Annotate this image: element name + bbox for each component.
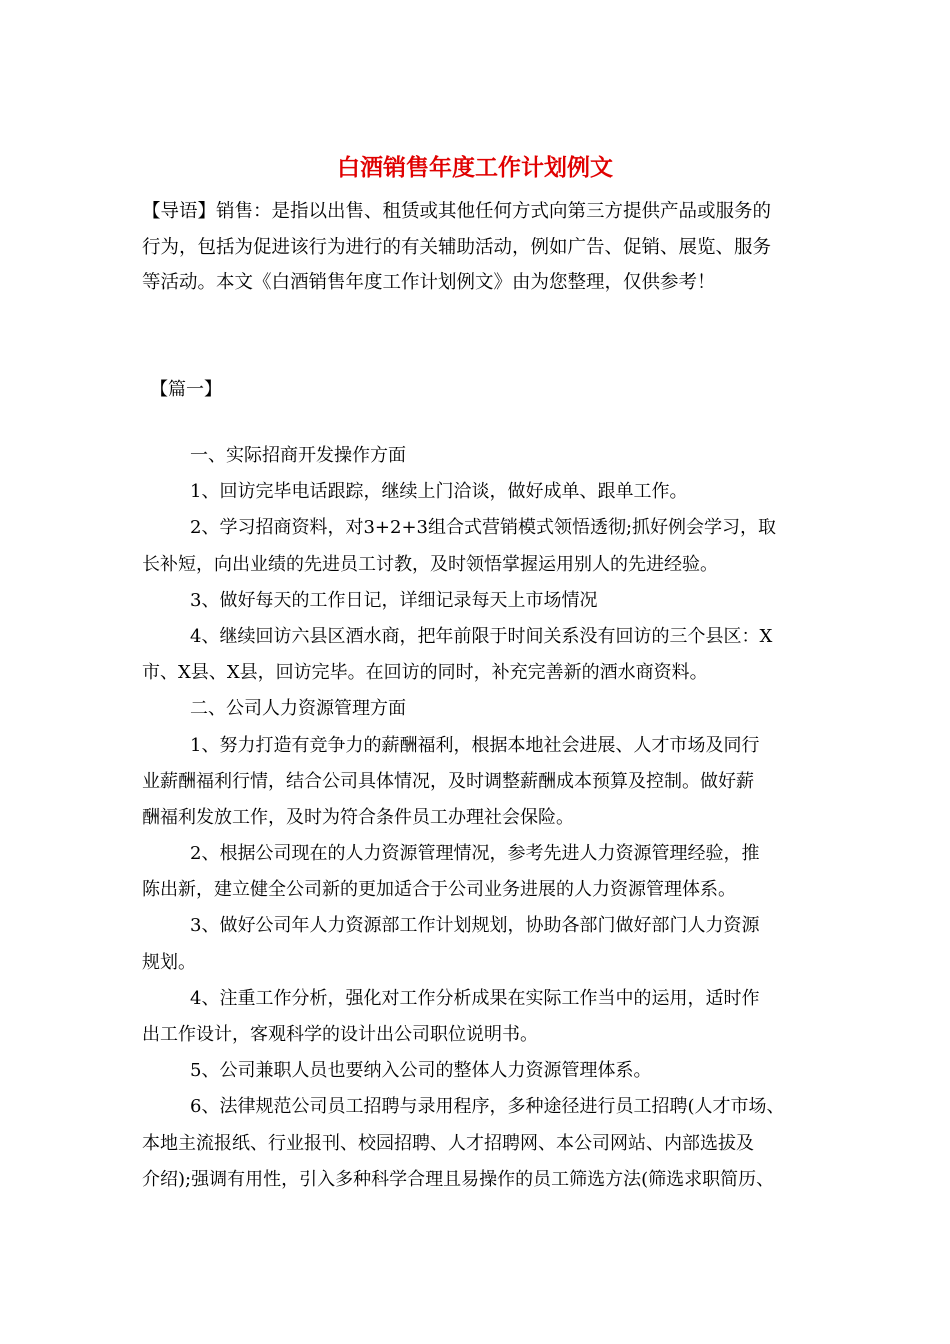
intro-paragraph xyxy=(142,194,822,301)
intro-line: 行为，包括为促进该行为进行的有关辅助活动，例如广告、促销、展览、服务 xyxy=(142,236,772,258)
heading-line: 一、实际招商开发操作方面 xyxy=(190,445,406,466)
section-label: 【篇一】 xyxy=(150,379,222,400)
paragraph-line: 1、努力打造有竞争力的薪酬福利，根据本地社会进展、人才市场及同行 xyxy=(190,734,760,756)
paragraph-line: 本地主流报纸、行业报刊、校园招聘、人才招聘网、本公司网站、内部选拔及 xyxy=(142,1132,754,1154)
paragraph-line: 3、做好公司年人力资源部工作计划规划，协助各部门做好部门人力资源 xyxy=(190,915,760,937)
paragraph-line: 4、注重工作分析，强化对工作分析成果在实际工作当中的运用，适时作 xyxy=(190,987,760,1009)
paragraph-line: 6、法律规范公司员工招聘与录用程序，多种途径进行员工招聘(人才市场、 xyxy=(190,1096,785,1118)
paragraph-line: 陈出新，建立健全公司新的更加适合于公司业务进展的人力资源管理体系。 xyxy=(142,879,736,901)
paragraph-line: 介绍);强调有用性，引入多种科学合理且易操作的员工筛选方法(筛选求职简历、 xyxy=(142,1168,775,1190)
paragraph-line: 业薪酬福利行情，结合公司具体情况，及时调整薪酬成本预算及控制。做好薪 xyxy=(142,770,754,792)
body-text xyxy=(142,438,832,1198)
paragraph-line: 4、继续回访六县区酒水商，把年前限于时间关系没有回访的三个县区：X xyxy=(190,625,773,647)
heading-line: 二、公司人力资源管理方面 xyxy=(190,698,406,720)
paragraph-line: 酬福利发放工作，及时为符合条件员工办理社会保险。 xyxy=(142,806,574,828)
paragraph-line: 2、根据公司现在的人力资源管理情况，参考先进人力资源管理经验，推 xyxy=(190,843,760,865)
paragraph-line: 规划。 xyxy=(142,951,196,973)
paragraph-line: 市、X县、X县，回访完毕。在回访的同时，补充完善新的酒水商资料。 xyxy=(142,662,708,684)
paragraph-line: 3、做好每天的工作日记，详细记录每天上市场情况 xyxy=(190,589,598,611)
paragraph-line: 长补短，向出业绩的先进员工讨教，及时领悟掌握运用别人的先进经验。 xyxy=(142,553,718,575)
intro-line: 【导语】销售：是指以出售、租赁或其他任何方式向第三方提供产品或服务的 xyxy=(142,201,772,222)
paragraph-line: 5、公司兼职人员也要纳入公司的整体人力资源管理体系。 xyxy=(190,1060,652,1082)
paragraph-line: 2、学习招商资料，对3+2+3组合式营销模式领悟透彻;抓好例会学习，取 xyxy=(190,517,777,539)
paragraph-line: 出工作设计，客观科学的设计出公司职位说明书。 xyxy=(142,1024,538,1045)
intro-line: 等活动。本文《白酒销售年度工作计划例文》由为您整理，仅供参考！ xyxy=(142,272,716,293)
paragraph-line: 1、回访完毕电话跟踪，继续上门洽谈，做好成单、跟单工作。 xyxy=(190,481,688,503)
document-title: 白酒销售年度工作计划例文 xyxy=(337,154,613,181)
